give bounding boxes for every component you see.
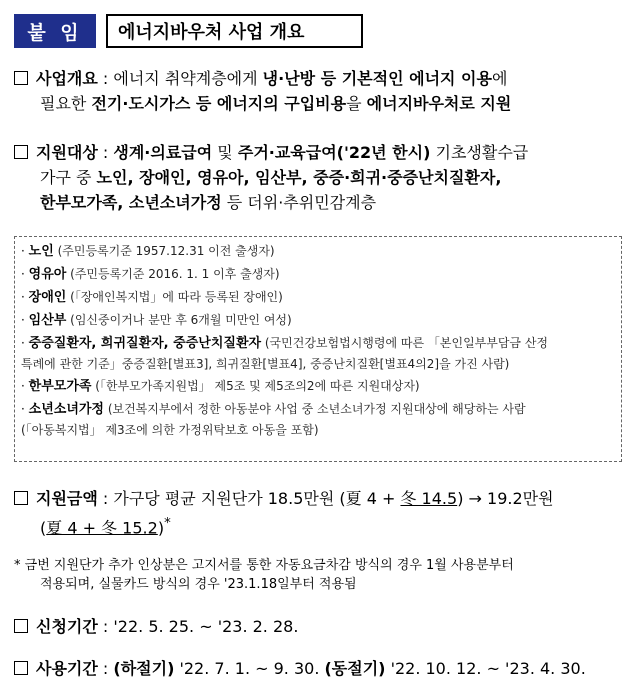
text: 을 xyxy=(346,94,367,113)
text-bold: 생계·의료급여 xyxy=(113,143,213,162)
eligibility-detail-box xyxy=(14,236,622,462)
list-item: · 노인 (주민등록기준 1957.12.31 이전 출생자) xyxy=(21,244,275,259)
text: 등 더위·추위민감계층 xyxy=(221,193,377,212)
item-name: 장애인 xyxy=(28,290,67,305)
text-underlined: 冬 14.5 xyxy=(400,489,458,508)
item-desc: (「아동복지법」 제3조에 의한 가정위탁보호 아동을 포함) xyxy=(21,423,319,437)
text-bold: 주거·교육급여('22년 한시) xyxy=(237,143,431,162)
section-label: 사용기간 xyxy=(36,659,98,678)
text: 기초생활수급 xyxy=(430,143,529,162)
page-header xyxy=(14,14,363,48)
item-name: 노인 xyxy=(28,244,54,259)
item-name: 영유아 xyxy=(28,267,67,282)
text: '22. 7. 1. ~ 9. 30. xyxy=(174,659,325,678)
text: : '22. 5. 25. ~ '23. 2. 28. xyxy=(97,617,299,636)
item-desc: (주민등록기준 2016. 1. 1 이후 출생자) xyxy=(66,267,280,281)
section-usage-period xyxy=(14,656,626,681)
attachment-tag: 붙 임 xyxy=(14,14,96,48)
footnote-mark: * xyxy=(164,516,171,531)
text-bold: 한부모가족, 소년소녀가정 xyxy=(40,193,222,212)
footnote xyxy=(14,556,626,594)
footnote-line: * 금번 지원단가 추가 인상분은 고지서를 통한 자동요금차감 방식의 경우 1월 사용분부터 xyxy=(14,558,514,573)
text-bold: 에너지바우처로 지원 xyxy=(366,94,512,113)
section-label: 지원대상 xyxy=(36,143,98,162)
text-underlined: 夏 4 + 冬 15.2 xyxy=(46,518,158,538)
text-bold: (하절기) xyxy=(113,659,175,678)
section-application-period xyxy=(14,614,626,639)
item-name: 소년소녀가정 xyxy=(28,402,104,417)
text-bold: 전기·도시가스 등 에너지의 구입비용 xyxy=(91,94,347,113)
section-label: 신청기간 xyxy=(36,617,98,636)
item-desc: (국민건강보험법시행령에 따른 「본인일부부담금 산정 xyxy=(261,336,549,350)
text: 에 xyxy=(491,69,508,88)
checkbox-square-icon xyxy=(14,145,28,159)
checkbox-square-icon xyxy=(14,491,28,505)
item-desc: 특례에 관한 기준」중증질환[별표3], 희귀질환[별표4], 중증난치질환[별표4의2]을 가진 사람) xyxy=(21,357,510,371)
text: : xyxy=(97,143,114,162)
text: : xyxy=(97,659,114,678)
checkbox-square-icon xyxy=(14,661,28,675)
item-desc: (「장애인복지법」에 따라 등록된 장애인) xyxy=(66,290,283,304)
list-item: · 장애인 (「장애인복지법」에 따라 등록된 장애인) xyxy=(21,290,283,305)
list-item: · 한부모가족 (「한부모가족지원법」 제5조 및 제5조의2에 따른 지원대상자) xyxy=(21,379,420,394)
text: : 가구당 평균 지원단가 18.5만원 (夏 4 + xyxy=(97,489,401,508)
footnote-line: 적용되며, 실물카드 방식의 경우 '23.1.18일부터 적용됨 xyxy=(40,577,357,592)
item-desc: (임신중이거나 분만 후 6개월 미만인 여성) xyxy=(66,313,292,327)
checkbox-square-icon xyxy=(14,619,28,633)
item-name: 한부모가족 xyxy=(28,379,92,394)
text: ( xyxy=(40,518,47,538)
text-bold: (동절기) xyxy=(324,659,386,678)
text-bold: 노인, 장애인, 영유아, 임산부, 중증·희귀·중증난치질환자, xyxy=(96,168,502,187)
text: 가구 중 xyxy=(40,168,97,187)
list-item: · 중증질환자, 희귀질환자, 중증난치질환자 (국민건강보험법시행령에 따른 「본인일부부담금 산정 특례에 관한 기준」중증질환[별표3], 희귀질환[별표4], 중증난치질환[별표4의2]을 가진 사람) xyxy=(21,336,549,371)
text: ) xyxy=(157,518,165,538)
text-bold: 냉·난방 등 기본적인 에너지 이용 xyxy=(262,69,492,88)
text: 및 xyxy=(212,143,238,162)
page-title: 에너지바우처 사업 개요 xyxy=(106,14,363,48)
text: '22. 10. 12. ~ '23. 4. 30. xyxy=(385,659,586,678)
checkbox-square-icon xyxy=(14,71,28,85)
section-eligibility xyxy=(14,140,626,215)
list-item: · 임산부 (임신중이거나 분만 후 6개월 미만인 여성) xyxy=(21,313,292,328)
text: 필요한 xyxy=(40,94,92,113)
text: ) → 19.2만원 xyxy=(457,489,554,508)
section-label: 지원금액 xyxy=(36,489,98,508)
text: : 에너지 취약계층에게 xyxy=(97,69,263,88)
item-name: 중증질환자, 희귀질환자, 중증난치질환자 xyxy=(28,336,262,351)
item-desc: (주민등록기준 1957.12.31 이전 출생자) xyxy=(53,244,275,258)
section-amount xyxy=(14,486,626,540)
section-overview xyxy=(14,66,626,116)
section-label: 사업개요 xyxy=(36,69,98,88)
list-item: · 영유아 (주민등록기준 2016. 1. 1 이후 출생자) xyxy=(21,267,280,282)
item-name: 임산부 xyxy=(28,313,67,328)
list-item: · 소년소녀가정 (보건복지부에서 정한 아동분야 사업 중 소년소녀가정 지원대상에 해당하는 사람 (「아동복지법」 제3조에 의한 가정위탁보호 아동을 포함) xyxy=(21,402,526,437)
item-desc: (보건복지부에서 정한 아동분야 사업 중 소년소녀가정 지원대상에 해당하는 사람 xyxy=(104,402,526,416)
item-desc: (「한부모가족지원법」 제5조 및 제5조의2에 따른 지원대상자) xyxy=(91,379,420,393)
